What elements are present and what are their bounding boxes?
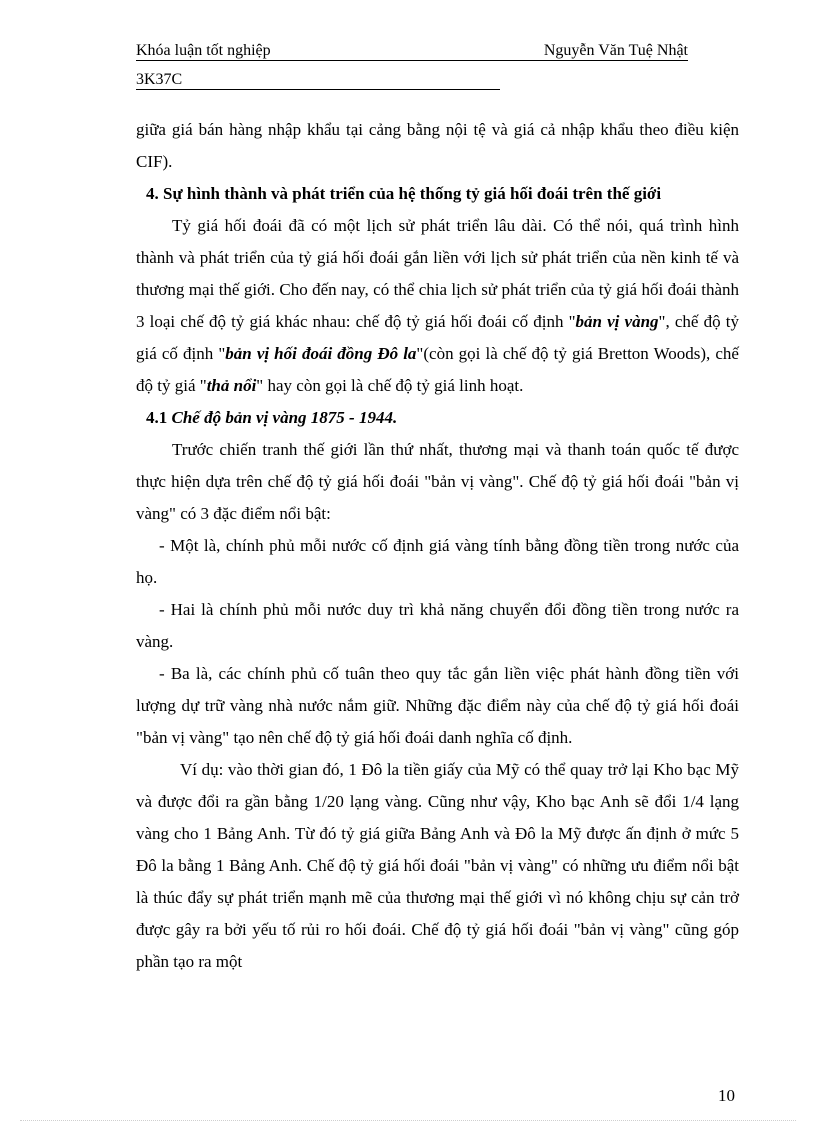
body-text [136, 114, 739, 978]
running-header [136, 41, 688, 61]
bullet-item: - Hai là chính phủ mỗi nước duy trì khả năng chuyển đổi đồng tiền trong nước ra vàng. [136, 600, 739, 651]
bullet-item: - Một là, chính phủ mỗi nước cố định giá vàng tính bằng đồng tiền trong nước của họ. [136, 536, 739, 587]
paragraph-example: Ví dụ: vào thời gian đó, 1 Đô la tiền giấy của Mỹ có thể quay trở lại Kho bạc Mỹ và được đổi ra gần bằng 1/20 lạng vàng. Cũng như vậy, Kho bạc Anh sẽ đổi 1/4 lạng vàng cho 1 Bảng Anh. Từ đó tỷ giá giữa Bảng Anh và Đô la Mỹ được ấn định ở mức 5 Đô la bằng 1 Bảng Anh. Chế độ tỷ giá hối đoái "bản vị vàng" có những ưu điểm nổi bật là thúc đẩy sự phát triển mạnh mẽ của thương mại thế giới vì nó không chịu sự cản trở được gây ra bởi yếu tố rủi ro hối đoái. Chế độ tỷ giá hối đoái "bản vị vàng" cũng góp phần tạo ra một [136, 760, 739, 971]
subsection-number: 4.1 [146, 408, 168, 427]
paragraph-gold-standard: Trước chiến tranh thế giới lần thứ nhất, thương mại và thanh toán quốc tế được thực hiện dựa trên chế độ tỷ giá hối đoái "bản vị vàng". Chế độ tỷ giá hối đoái "bản vị vàng" có 3 đặc điểm nổi bật: [136, 440, 739, 523]
page-number: 10 [718, 1086, 735, 1105]
bullet-item: - Ba là, các chính phủ cố tuân theo quy tắc gắn liền việc phát hành đồng tiền với lượng dự trữ vàng nhà nước nắm giữ. Những đặc điểm này của chế độ tỷ giá hối đoái "bản vị vàng" tạo nên chế độ tỷ giá hối đoái danh nghĩa cố định. [136, 664, 739, 747]
subsection-title: Chế độ bản vị vàng 1875 - 1944. [171, 408, 398, 427]
paragraph-history [136, 210, 739, 402]
paragraph-continuation: giữa giá bán hàng nhập khẩu tại cảng bằng nội tệ và giá cả nhập khẩu theo điều kiện CIF). [136, 120, 739, 171]
emphasis-text: bản vị hối đoái đồng Đô la [225, 344, 417, 363]
header-thesis-title: Khóa luận tốt nghiệp [136, 42, 271, 59]
text-run: Tỷ giá hối đoái đã có một lịch sử phát triển lâu dài. Có thể nói, quá trình hình thành và phát triển của tỷ giá hối đoái gắn liền với lịch sử phát triển của nền kinh tế và thương mại thế giới. Cho đến nay, có thể chia lịch sử phát triển của tỷ giá hối đoái thành 3 loại chế độ tỷ giá khác nhau: chế độ tỷ giá hối đoái cố định " [136, 216, 739, 331]
header-author: Nguyễn Văn Tuệ Nhật [543, 42, 688, 59]
text-run: " hay còn gọi là chế độ tỷ giá linh hoạt. [256, 376, 524, 395]
subsection-heading-4-1 [136, 402, 739, 434]
emphasis-text: bản vị vàng [575, 312, 659, 331]
text-run: "(còn gọi là chế độ tỷ giá Bretton Woods), chế độ tỷ giá " [136, 344, 739, 395]
header-class-code: 3K37C [136, 70, 500, 90]
section-heading-4: 4. Sự hình thành và phát triển của hệ thống tỷ giá hối đoái trên thế giới [146, 184, 662, 203]
text-run: ", chế độ tỷ giá cố định " [136, 312, 739, 363]
page-bottom-divider [20, 1120, 796, 1121]
emphasis-text: thả nổi [206, 376, 257, 395]
